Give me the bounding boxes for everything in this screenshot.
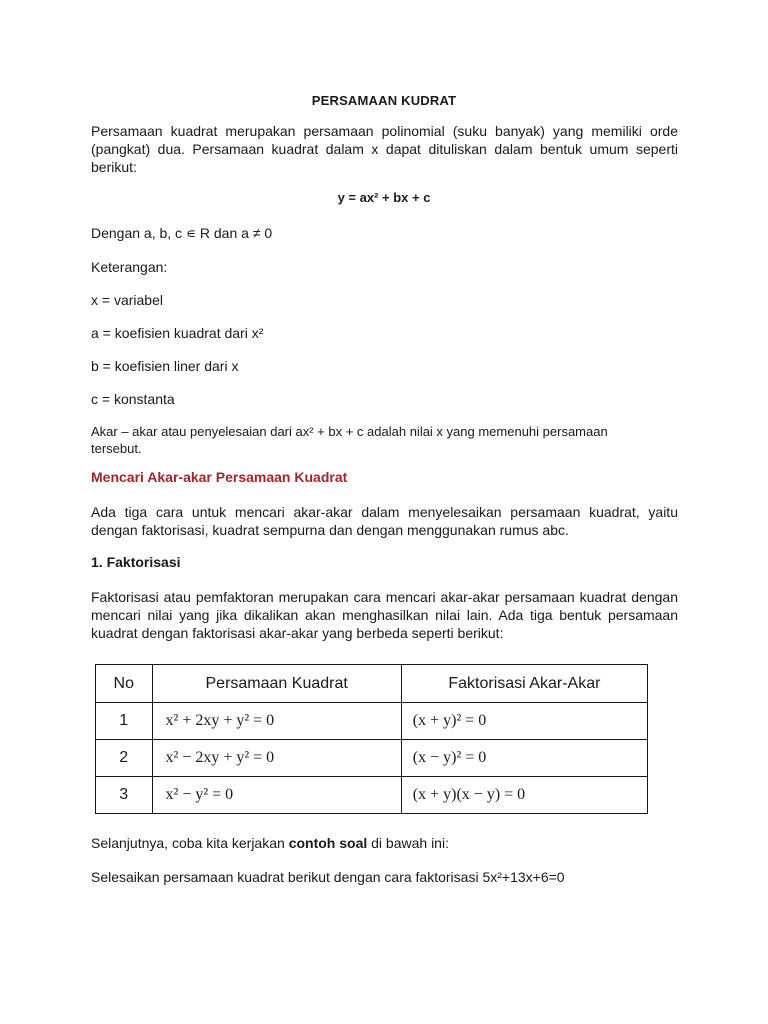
next-prefix: Selanjutnya, coba kita kerjakan [91,835,289,851]
section-heading: Mencari Akar-akar Persamaan Kuadrat [91,469,348,485]
table-row [96,703,648,740]
document-title: PERSAMAAN KUDRAT [311,93,457,108]
condition-line: Dengan a, b, c ∊ R dan a ≠ 0 [91,225,273,241]
legend-title: Keterangan: [91,259,168,275]
table-header-cell: No [96,665,153,703]
equation-cell: x² − y² = 0 [152,777,401,814]
factorization-paragraph: Faktorisasi atau pemfaktoran merupakan cara mencari akar-akar persamaan kuadrat dengan mencari nilai yang jika dikalikan akan menghasilkan nilai lain. Ada tiga bentuk persamaan kuadrat dengan faktorisasi akar-akar yang berbeda seperti berikut: [91,589,678,641]
factorization-cell: (x − y)² = 0 [401,740,647,777]
general-form-equation: y = ax² + bx + c [337,190,431,205]
legend-item: x = variabel [91,292,163,308]
next-paragraph [91,834,678,852]
row-number: 2 [96,740,153,777]
table-header-cell: Persamaan Kuadrat [152,665,401,703]
equation-cell: x² − 2xy + y² = 0 [152,740,401,777]
subsection-heading: 1. Faktorisasi [91,554,181,570]
equation-cell: x² + 2xy + y² = 0 [152,703,401,740]
factorization-cell: (x + y)(x − y) = 0 [401,777,647,814]
row-number: 1 [96,703,153,740]
table-row [96,777,648,814]
legend-item: a = koefisien kuadrat dari x² [91,325,264,341]
table-header-cell: Faktorisasi Akar-Akar [401,665,647,703]
exercise-line: Selesaikan persamaan kuadrat berikut dengan cara faktorisasi 5x²+13x+6=0 [91,869,565,885]
legend-item: c = konstanta [91,391,175,407]
table-header-row [96,665,648,703]
intro-paragraph: Persamaan kuadrat merupakan persamaan polinomial (suku banyak) yang memiliki orde (pangkat) dua. Persamaan kuadrat dalam x dapat dituliskan dalam bentuk umum seperti berikut: [91,123,678,175]
example-link-text: contoh soal [288,835,368,851]
factorization-cell: (x + y)² = 0 [401,703,647,740]
table-row [96,740,648,777]
legend-item: b = koefisien liner dari x [91,358,239,374]
section-intro: Ada tiga cara untuk mencari akar-akar dalam menyelesaikan persamaan kuadrat, yaitu dengan faktorisasi, kuadrat sempurna dan dengan menggunakan rumus abc. [91,504,678,538]
next-suffix: di bawah ini: [367,835,449,851]
factorization-table [95,664,648,814]
row-number: 3 [96,777,153,814]
roots-note: Akar – akar atau penyelesaian dari ax² + bx + c adalah nilai x yang memenuhi persamaan tersebut. [91,424,608,456]
